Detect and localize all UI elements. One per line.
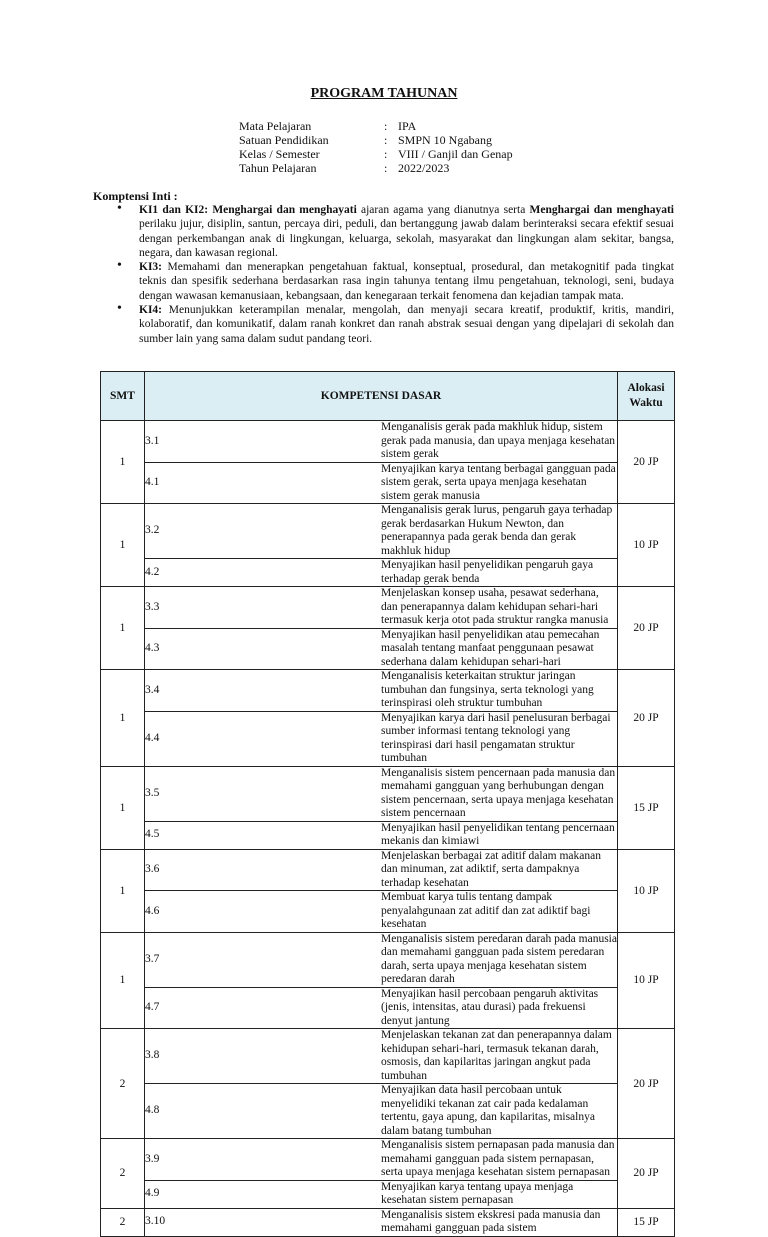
kd-text: Menjelaskan konsep usaha, pesawat sederhana, dan penerapannya dalam kehidupan sehari-hari termasuk kerja otot pada struktur rangka manusia [381,587,618,629]
kd-number: 3.4 [145,670,382,712]
alokasi-cell: 20 JP [618,1029,675,1139]
kd-number: 3.3 [145,587,382,629]
meta-value: SMPN 10 Ngabang [398,133,493,147]
ki-heading: Komptensi Inti : [93,189,178,203]
table-row [101,1180,675,1208]
kd-text: Menyajikan hasil penyelidikan pengaruh gaya terhadap gerak benda [381,559,618,587]
ki-item-3 [117,260,674,303]
ki-item-1-2 [117,203,674,260]
table-row [101,766,675,821]
header-alokasi-waktu [618,372,675,421]
kd-text: Menyajikan hasil percobaan pengaruh aktivitas (jenis, intensitas, atau durasi) pada frekuensi denyut jantung [381,987,618,1029]
table-row [101,670,675,712]
alokasi-cell: 10 JP [618,504,675,587]
kd-text: Menyajikan karya dari hasil penelusuran berbagai sumber informasi tentang teknologi yang terinspirasi dari hasil pengamatan struktur tumbuhan [381,711,618,766]
smt-cell: 1 [101,504,145,587]
kd-number: 4.5 [145,821,382,849]
header-alokasi-line1: Alokasi [627,382,665,394]
alokasi-cell: 15 JP [618,1208,675,1236]
meta-separator: : [384,119,388,133]
header-smt: SMT [101,372,145,421]
kd-text: Menganalisis sistem ekskresi pada manusia dan memahami gangguan pada sistem [381,1208,618,1236]
smt-cell: 2 [101,1139,145,1209]
table-row [101,1139,675,1181]
ki-code: KI3: [139,261,162,274]
kd-number: 4.1 [145,462,382,504]
kd-text: Menganalisis gerak lurus, pengaruh gaya terhadap gerak berdasarkan Hukum Newton, dan penerapannya pada gerak benda dan gerak makhluk hidup [381,504,618,559]
kd-text: Menyajikan hasil penyelidikan tentang pencernaan mekanis dan kimiawi [381,821,618,849]
kd-text: Menyajikan data hasil percobaan untuk menyelidiki tekanan zat cair pada kedalaman tertentu, gaya apung, dan kapilaritas, misalnya dalam batang tumbuhan [381,1084,618,1139]
alokasi-cell: 20 JP [618,587,675,670]
table-header-row [101,372,675,421]
kd-text: Menjelaskan berbagai zat aditif dalam makanan dan minuman, zat adiktif, serta dampaknya terhadap kesehatan [381,849,618,891]
smt-cell: 1 [101,587,145,670]
kd-number: 4.2 [145,559,382,587]
alokasi-cell: 20 JP [618,421,675,504]
meta-label: Satuan Pendidikan [239,133,329,147]
alokasi-cell: 10 JP [618,849,675,932]
kd-text: Menganalisis keterkaitan struktur jaringan tumbuhan dan fungsinya, serta teknologi yang terinspirasi oleh struktur tumbuhan [381,670,618,712]
ki-list [117,203,674,346]
table-row [101,891,675,933]
smt-cell: 1 [101,932,145,1029]
header-alokasi-line2: Waktu [629,397,663,409]
ki-text: ajaran agama yang dianutnya serta [356,204,530,216]
header-kompetensi-dasar: KOMPETENSI DASAR [145,372,618,421]
ki-emphasis: Menghargai dan menghayati [212,204,357,216]
table-row [101,628,675,670]
meta-label: Mata Pelajaran [239,119,312,133]
meta-row-year [239,161,513,175]
smt-cell: 1 [101,670,145,767]
table-row [101,932,675,987]
kd-number: 3.7 [145,932,382,987]
ki-code: KI4: [139,304,162,317]
kd-number: 4.6 [145,891,382,933]
kd-number: 4.8 [145,1084,382,1139]
table-row [101,587,675,629]
kd-number: 3.5 [145,766,382,821]
meta-separator: : [384,133,388,147]
kd-number: 3.9 [145,1139,382,1181]
meta-value: IPA [398,119,417,133]
table-row [101,559,675,587]
ki-text: Memahami dan menerapkan pengetahuan faktual, konseptual, prosedural, dan metakognitif pada tingkat teknis dan spesifik sederhana berdasarkan rasa ingin tahunya tentang ilmu pengetahuan, teknologi, seni, budaya dengan wawasan kemanusiaan, kebangsaan, dan kenegaraan terkait fenomena dan kejadian tampak mata. [139,261,674,302]
meta-separator: : [384,147,388,161]
kd-text: Menjelaskan tekanan zat dan penerapannya dalam kehidupan sehari-hari, termasuk tekanan darah, osmosis, dan kapilaritas jaringan angkut pada tumbuhan [381,1029,618,1084]
meta-value: VIII / Ganjil dan Genap [398,147,513,161]
table-row [101,987,675,1029]
table-row [101,849,675,891]
meta-row-class [239,147,513,161]
smt-cell: 1 [101,421,145,504]
kd-number: 4.4 [145,711,382,766]
kd-number: 4.7 [145,987,382,1029]
ki-code: KI1 dan KI2: [139,204,209,216]
kd-number: 3.1 [145,421,382,463]
kd-text: Menganalisis sistem pencernaan pada manusia dan memahami gangguan yang berhubungan dengan sistem pencernaan, serta upaya menjaga kesehatan sistem pencernaan [381,766,618,821]
kd-text: Menyajikan karya tentang upaya menjaga kesehatan sistem pernapasan [381,1180,618,1208]
table-row [101,1029,675,1084]
table-row [101,821,675,849]
kd-text: Menganalisis sistem peredaran darah pada manusia dan memahami gangguan pada sistem peredaran darah, serta upaya menjaga kesehatan sistem peredaran darah [381,932,617,985]
smt-cell: 2 [101,1029,145,1139]
ki-emphasis: Menghargai dan menghayati [529,204,675,216]
kompetensi-table [100,371,675,1237]
meta-block [239,119,513,175]
alokasi-cell: 20 JP [618,670,675,767]
table-row [101,462,675,504]
kd-text: Menyajikan karya tentang berbagai gangguan pada sistem gerak, serta upaya menjaga kesehatan sistem gerak manusia [381,462,616,502]
smt-cell: 1 [101,849,145,932]
smt-cell: 1 [101,766,145,849]
kd-number: 4.9 [145,1180,382,1208]
kd-number: 3.6 [145,849,382,891]
meta-label: Kelas / Semester [239,147,320,161]
ki-text: perilaku jujur, disiplin, santun, percaya diri, peduli, dan bertanggung jawab dalam berinteraksi secara efektif sesuai dengan perkembangan anak di lingkungan, keluarga, sekolah, masyarakat dan lingkungan alam sekitar, bangsa, negara, dan kawasan regional. [139,218,674,259]
table-row [101,711,675,766]
table-row [101,504,675,559]
alokasi-cell: 10 JP [618,932,675,1029]
table-row [101,421,675,463]
meta-label: Tahun Pelajaran [239,161,317,175]
meta-value: 2022/2023 [398,161,450,175]
ki-item-4 [117,303,674,346]
table-row [101,1084,675,1139]
kd-number: 4.3 [145,628,382,670]
alokasi-cell: 20 JP [618,1139,675,1209]
smt-cell: 2 [101,1208,145,1236]
meta-row-subject [239,119,513,133]
kd-text: Menganalisis sistem pernapasan pada manusia dan memahami gangguan pada sistem pernapasan, serta upaya menjaga kesehatan sistem pernapasan [381,1139,618,1181]
table-row [101,1208,675,1236]
kd-number: 3.2 [145,504,382,559]
kd-number: 3.10 [145,1208,382,1236]
meta-row-school [239,133,513,147]
kd-text: Menganalisis gerak pada makhluk hidup, sistem gerak pada manusia, dan upaya menjaga kesehatan sistem gerak [381,421,618,463]
page-title: PROGRAM TAHUNAN [310,86,458,101]
table-body [101,421,675,1237]
meta-separator: : [384,161,388,175]
ki-text: Menunjukkan keterampilan menalar, mengolah, dan menyaji secara kreatif, produktif, kritis, mandiri, kolaboratif, dan komunikatif, dalam ranah konkret dan ranah abstrak sesuai dengan yang dipelajari di sekolah dan sumber lain yang sama dalam sudut pandang teori. [139,304,674,345]
alokasi-cell: 15 JP [618,766,675,849]
kd-text: Membuat karya tulis tentang dampak penyalahgunaan zat aditif dan zat adiktif bagi kesehatan [381,891,618,933]
kd-text: Menyajikan hasil penyelidikan atau pemecahan masalah tentang manfaat penggunaan pesawat sederhana dalam kehidupan sehari-hari [381,628,618,670]
kd-number: 3.8 [145,1029,382,1084]
